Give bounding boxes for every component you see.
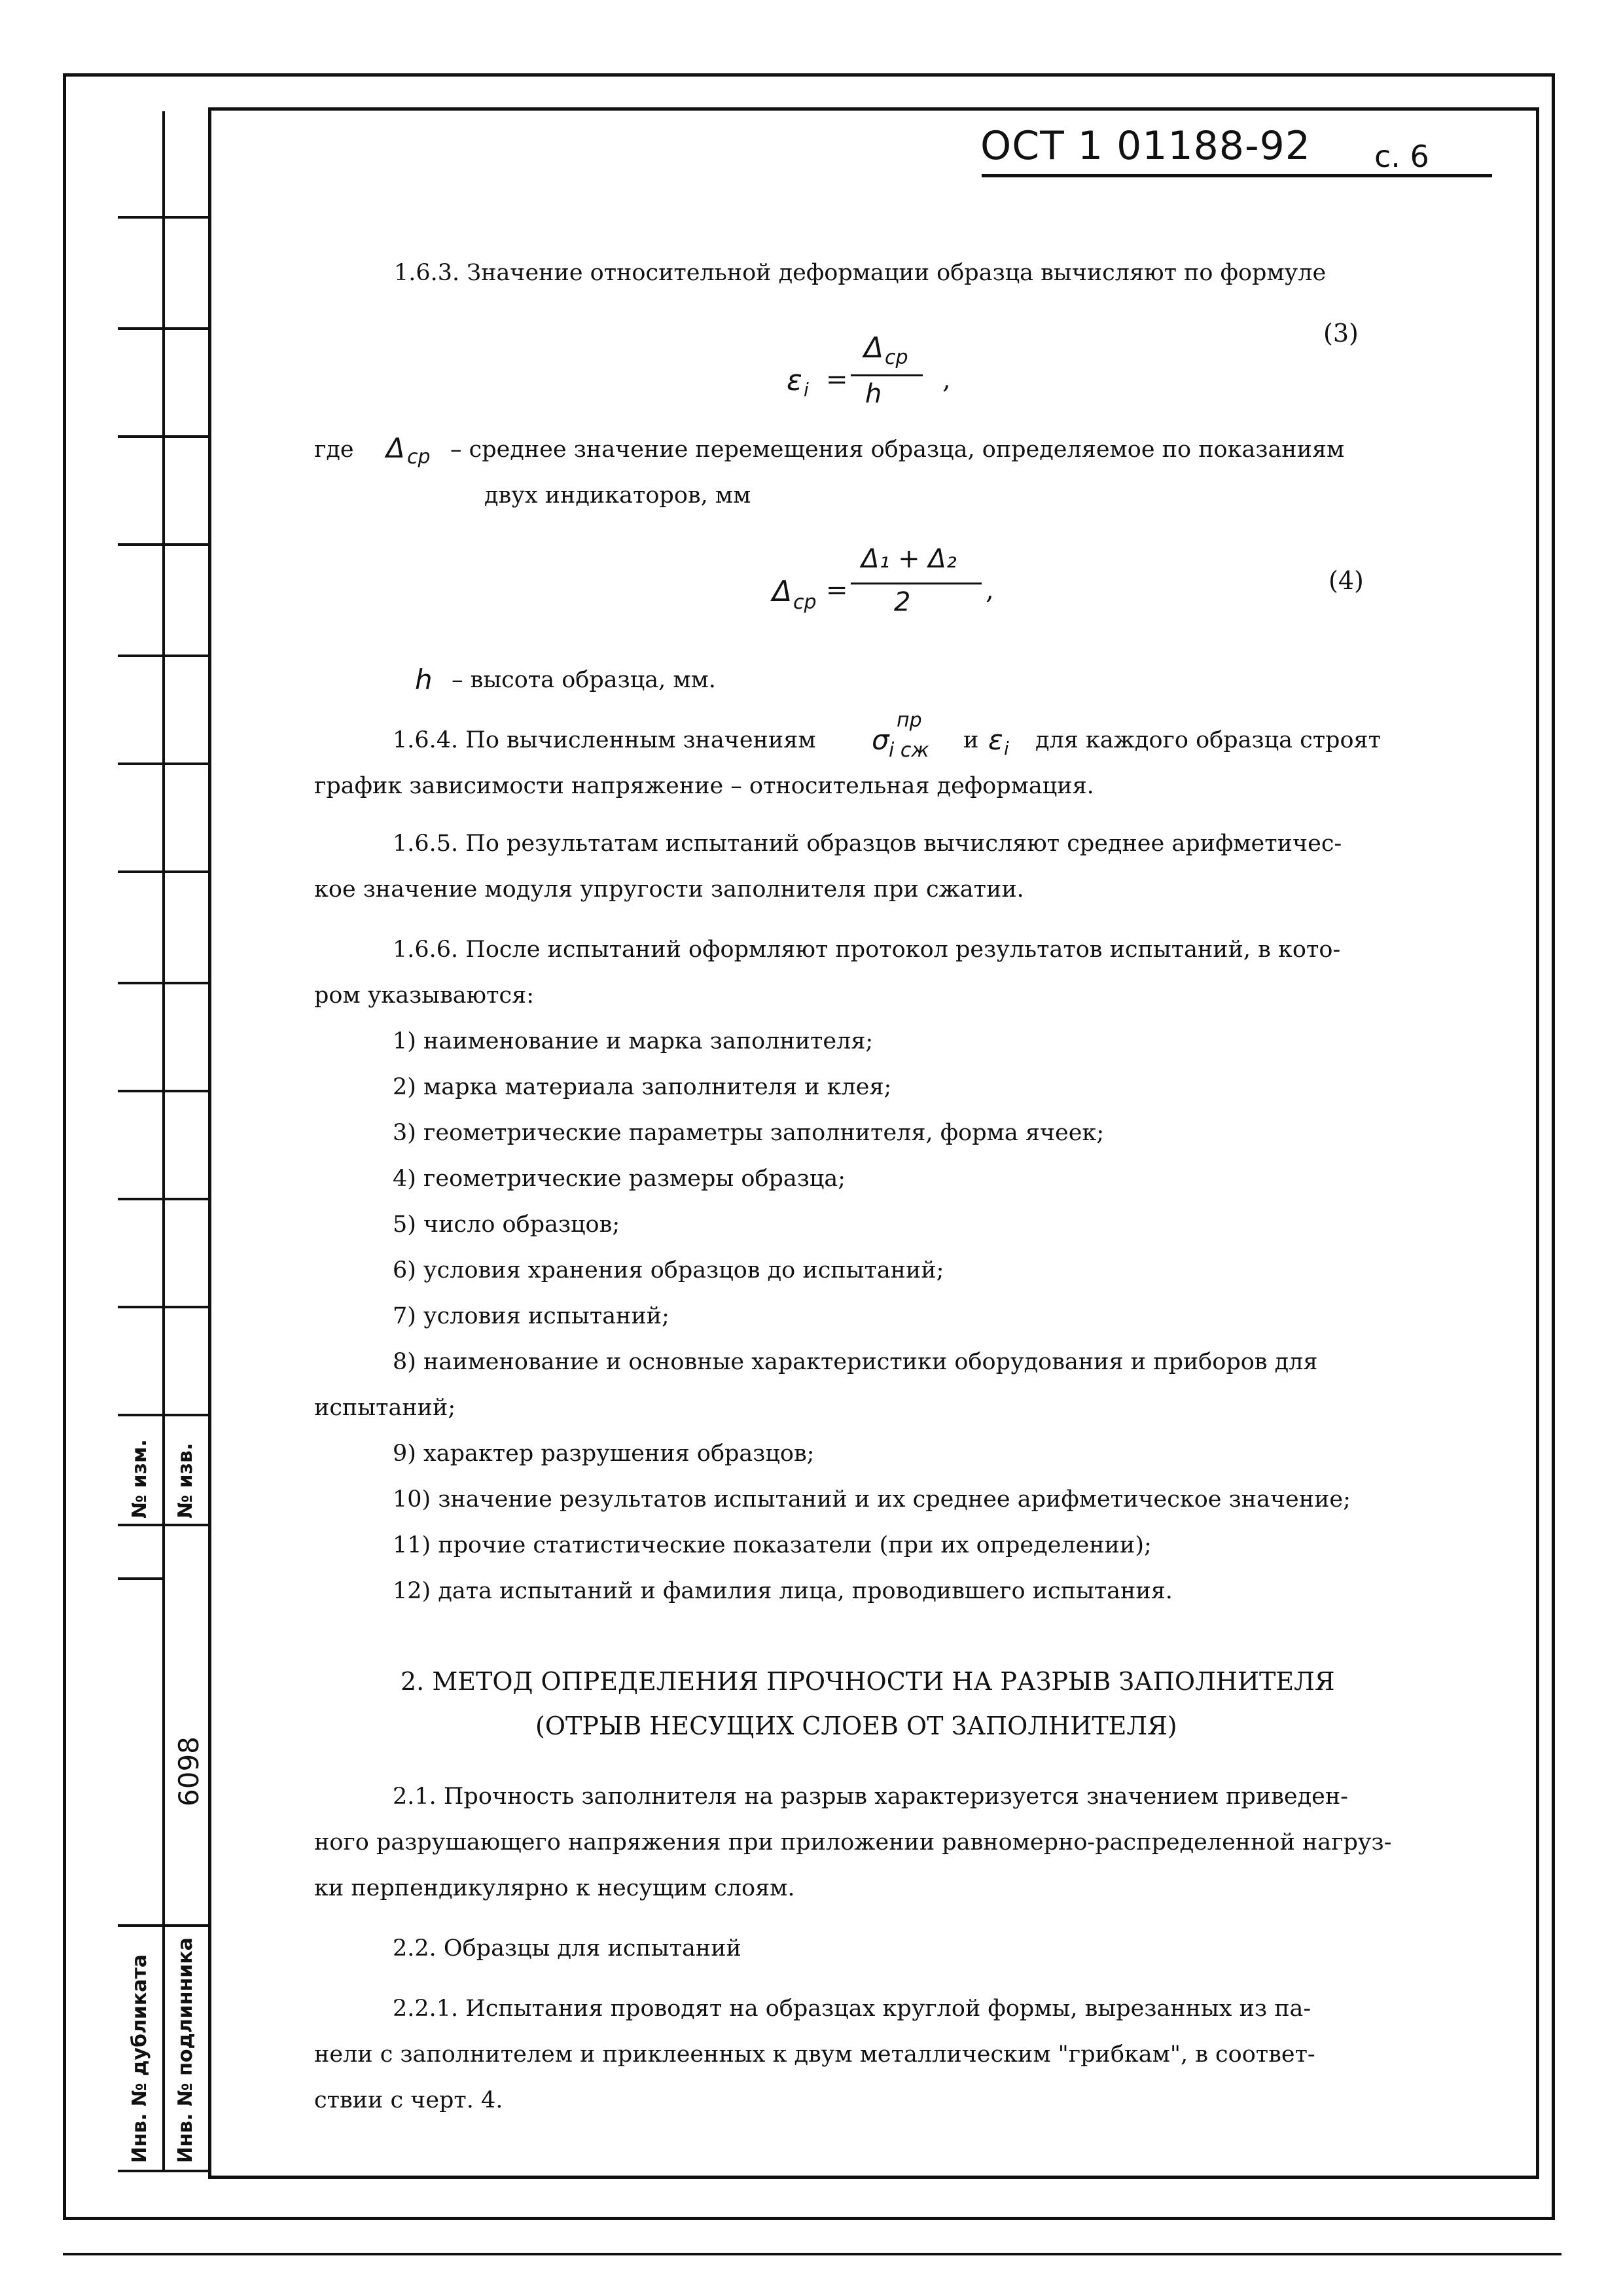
formula4-number: (4) bbox=[1329, 566, 1364, 595]
page-number: с. 6 bbox=[1374, 139, 1429, 174]
formula3-numerator-sub: cp bbox=[885, 346, 908, 369]
formula4-lhs-sub: cp bbox=[793, 591, 817, 614]
list-item: 11) прочие статистические показатели (при их определении); bbox=[393, 1532, 1152, 1558]
formula3-comma: , bbox=[942, 365, 951, 395]
where-symbol-sub: cp bbox=[407, 446, 431, 469]
formula4-equals: = bbox=[826, 575, 848, 605]
sidebar-row-line bbox=[118, 2170, 208, 2172]
formula3-number: (3) bbox=[1323, 319, 1359, 348]
eps-subscript: i bbox=[1004, 738, 1009, 759]
p166-line2: ром указываются: bbox=[314, 982, 534, 1009]
p2-2-1-line3: ствии с черт. 4. bbox=[314, 2087, 503, 2113]
section-2-title-line1: 2. МЕТОД ОПРЕДЕЛЕНИЯ ПРОЧНОСТИ НА РАЗРЫВ ЗАПОЛНИТЕЛЯ bbox=[401, 1667, 1335, 1696]
bottom-rule bbox=[63, 2253, 1561, 2255]
list-item: 5) число образцов; bbox=[393, 1211, 620, 1238]
sidebar-row-line bbox=[118, 1198, 208, 1200]
list-item: 9) характер разрушения образцов; bbox=[393, 1441, 815, 1467]
sidebar-row-line bbox=[118, 327, 208, 330]
h-text: – высота образца, мм. bbox=[452, 667, 716, 693]
sidebar-column-divider bbox=[162, 111, 165, 2172]
sidebar-row-line bbox=[118, 982, 208, 984]
p166-line1: 1.6.6. После испытаний оформляют протокол результатов испытаний, в кото- bbox=[393, 937, 1341, 963]
list-item: 3) геометрические параметры заполнителя, форма ячеек; bbox=[393, 1120, 1105, 1146]
h-symbol: h bbox=[415, 664, 433, 696]
list-item: 1) наименование и марка заполнителя; bbox=[393, 1028, 874, 1054]
list-item: 10) значение результатов испытаний и их среднее арифметическое значение; bbox=[393, 1486, 1351, 1513]
list-item: испытаний; bbox=[314, 1395, 456, 1421]
p165-line1: 1.6.5. По результатам испытаний образцов вычисляют среднее арифметичес- bbox=[393, 831, 1342, 857]
p2-2-heading: 2.2. Образцы для испытаний bbox=[393, 1935, 741, 1962]
p165-line2: кое значение модуля упругости заполнителя при сжатии. bbox=[314, 876, 1024, 903]
sidebar-row-line bbox=[118, 870, 208, 873]
podlinnik-number: 6098 bbox=[173, 1736, 205, 1806]
p164-text-a: 1.6.4. По вычисленным значениям bbox=[393, 727, 816, 753]
podlinnik-label: Инв. № подлинника bbox=[174, 1937, 197, 2163]
paragraph-1-6-3: 1.6.3. Значение относительной деформации образца вычисляют по формуле bbox=[394, 260, 1327, 286]
stamp-sidebar bbox=[118, 111, 208, 2172]
p2-2-1-line2: нели с заполнителем и приклеенных к двум металлическим "грибкам", в соответ- bbox=[314, 2041, 1315, 2068]
formula3-denominator: h bbox=[865, 379, 882, 409]
sidebar-row-line bbox=[118, 216, 208, 219]
header-rule bbox=[982, 174, 1492, 177]
where-symbol: Δ bbox=[386, 432, 405, 464]
formula4-lhs: Δ bbox=[772, 575, 793, 608]
p2-1-line1: 2.1. Прочность заполнителя на разрыв характеризуется значением приведен- bbox=[393, 1784, 1349, 1810]
list-item: 7) условия испытаний; bbox=[393, 1303, 669, 1329]
p2-1-line2: ного разрушающего напряжения при приложении равномерно-распределенной нагруз- bbox=[314, 1829, 1392, 1856]
formula4-comma: , bbox=[986, 575, 994, 605]
sidebar-row-line bbox=[118, 543, 208, 546]
sigma-symbol: σ bbox=[872, 724, 889, 756]
p2-2-1-line1: 2.2.1. Испытания проводят на образцах круглой формы, вырезанных из па- bbox=[393, 1996, 1311, 2022]
p164-text-b: для каждого образца строят bbox=[1035, 727, 1381, 753]
formula3-numerator: Δ bbox=[864, 331, 884, 365]
p2-1-line3: ки перпендикулярно к несущим слоям. bbox=[314, 1875, 795, 1901]
section-2-title-line2: (ОТРЫВ НЕСУЩИХ СЛОЕВ ОТ ЗАПОЛНИТЕЛЯ) bbox=[535, 1712, 1177, 1740]
where-word: где bbox=[314, 437, 354, 463]
sidebar-row-line bbox=[118, 1414, 208, 1416]
eps-symbol: ε bbox=[988, 724, 1003, 756]
izm-label: № изм. bbox=[128, 1439, 151, 1518]
where-text-line2: двух индикаторов, мм bbox=[484, 482, 751, 509]
sigma-superscript: пр bbox=[897, 709, 922, 732]
formula4-numerator: Δ₁ + Δ₂ bbox=[861, 544, 957, 574]
sidebar-row-line bbox=[118, 1524, 208, 1526]
sidebar-row-line bbox=[118, 1577, 162, 1580]
list-item: 2) марка материала заполнителя и клея; bbox=[393, 1074, 892, 1100]
list-item: 4) геометрические размеры образца; bbox=[393, 1166, 846, 1192]
document-code: ОСТ 1 01188-92 bbox=[980, 123, 1311, 169]
where-text-line1: – среднее значение перемещения образца, определяемое по показаниям bbox=[450, 437, 1345, 463]
formula3-fraction-bar bbox=[851, 374, 923, 376]
sidebar-row-line bbox=[118, 1306, 208, 1308]
izv-label: № изв. bbox=[174, 1443, 197, 1518]
p164-line2: график зависимости напряжение – относительная деформация. bbox=[314, 773, 1094, 799]
list-item: 12) дата испытаний и фамилия лица, проводившего испытания. bbox=[393, 1578, 1173, 1604]
formula4-fraction-bar bbox=[851, 583, 982, 584]
sidebar-row-line bbox=[118, 1090, 208, 1092]
sidebar-row-line bbox=[118, 1924, 208, 1927]
p164-and: и bbox=[963, 727, 979, 753]
list-item: 6) условия хранения образцов до испытаний; bbox=[393, 1257, 944, 1283]
dublikat-label: Инв. № дубликата bbox=[128, 1954, 151, 2163]
sidebar-row-line bbox=[118, 762, 208, 765]
formula3-lhs: ε bbox=[787, 364, 802, 397]
list-item: 8) наименование и основные характеристики оборудования и приборов для bbox=[393, 1349, 1318, 1375]
sidebar-row-line bbox=[118, 435, 208, 438]
sidebar-row-line bbox=[118, 655, 208, 657]
formula3-equals: = bbox=[826, 365, 848, 395]
formula3-lhs-sub: i bbox=[804, 379, 809, 401]
formula4-denominator: 2 bbox=[894, 587, 911, 617]
sigma-subscript: i сж bbox=[889, 739, 929, 762]
